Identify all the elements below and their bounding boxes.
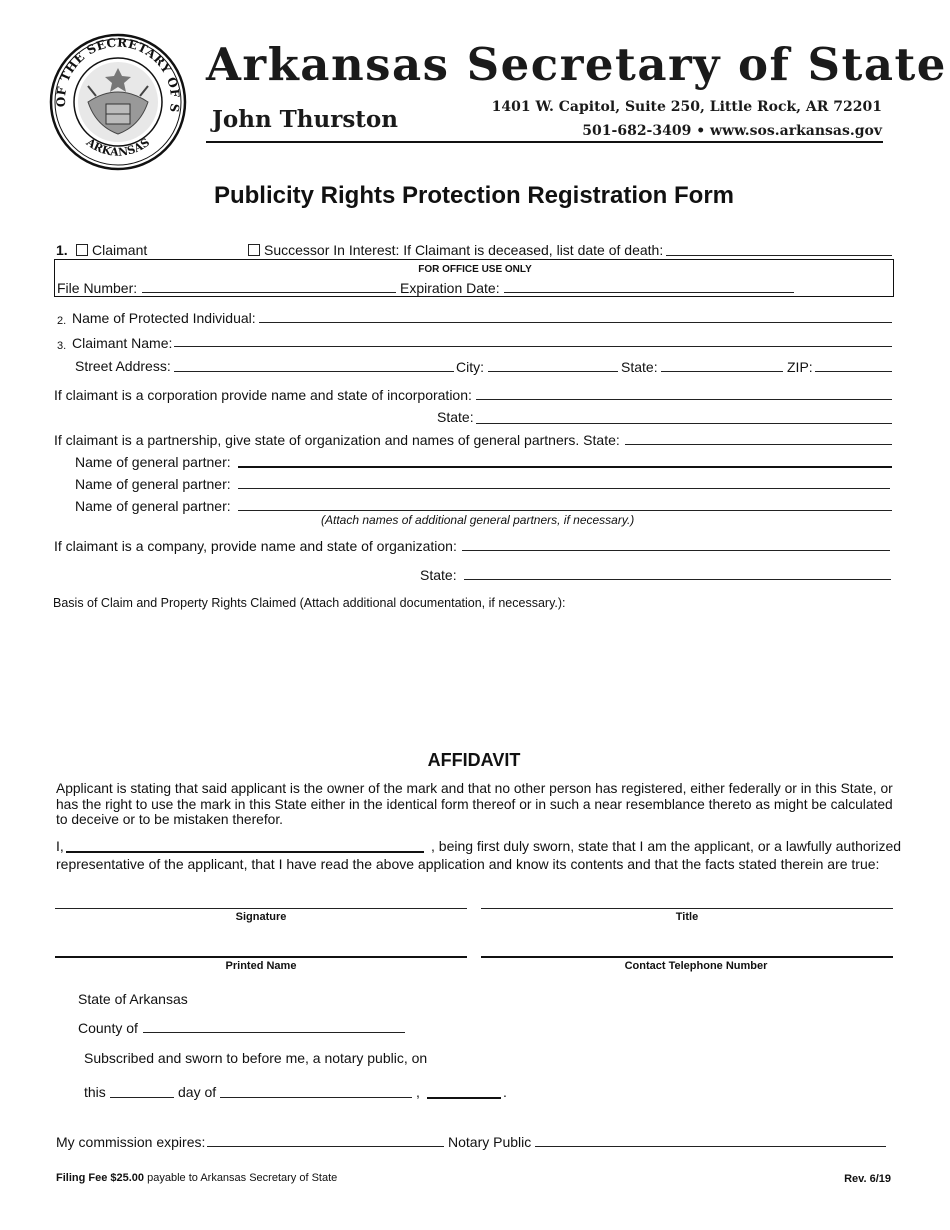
expiration-label: Expiration Date:: [400, 280, 500, 296]
file-number-field[interactable]: [142, 292, 396, 293]
form-title: Publicity Rights Protection Registration Form: [213, 182, 735, 209]
zip-label: ZIP:: [787, 359, 813, 375]
notary-public-label: Notary Public: [448, 1134, 532, 1150]
claimant-option[interactable]: [76, 242, 147, 258]
general-partner-label-2: Name of general partner:: [75, 476, 231, 492]
state-seal: [48, 32, 188, 172]
company-label: If claimant is a company, provide name and state of organization:: [54, 538, 457, 554]
printed-name-label: Printed Name: [225, 960, 297, 972]
affidavit-statement: Applicant is stating that said applicant is the owner of the mark and that no other person has registered, either federally or in this State, or has the right to use the mark in this State either in the identical form thereof or in such a near resemblance thereto as might be calculated to deceive or to be mistaken therefor.: [56, 781, 893, 827]
notary-state: State of Arkansas: [78, 991, 188, 1007]
signature-label: Signature: [235, 911, 287, 923]
claimant-name-label: Claimant Name:: [72, 335, 173, 351]
item-1-number: 1.: [56, 242, 68, 258]
county-field[interactable]: [143, 1032, 405, 1033]
corp-state-field[interactable]: [476, 423, 892, 424]
attach-partners-note: (Attach names of additional general partners, if necessary.): [321, 513, 635, 527]
signature-field[interactable]: [55, 908, 467, 909]
date-period: .: [503, 1084, 507, 1100]
day-field[interactable]: [110, 1097, 174, 1098]
phone-label: Contact Telephone Number: [624, 960, 768, 972]
notary-public-field[interactable]: [535, 1146, 886, 1147]
partnership-state-field[interactable]: [625, 444, 892, 445]
protected-individual-field[interactable]: [259, 322, 892, 323]
title-label: Title: [675, 911, 699, 923]
affiant-name-field[interactable]: [66, 851, 424, 853]
filing-fee-payee: payable to Arkansas Secretary of State: [144, 1172, 338, 1184]
title-field[interactable]: [481, 908, 893, 909]
company-field[interactable]: [462, 550, 890, 551]
oath-line-1: , being first duly sworn, state that I am the applicant, or a lawfully authorized: [431, 838, 902, 854]
file-number-label: File Number:: [57, 280, 138, 296]
successor-option[interactable]: [248, 242, 663, 258]
office-contact: 501-682-3409 • www.sos.arkansas.gov: [582, 123, 882, 139]
month-field[interactable]: [220, 1097, 412, 1098]
svg-text:SEAL OF THE SECRETARY OF STATE: OF THE SECRETARY OF S: [53, 35, 183, 114]
affidavit-heading: AFFIDAVIT: [427, 750, 521, 770]
zip-field[interactable]: [815, 371, 892, 372]
company-state-label: State:: [420, 567, 457, 583]
commission-label: My commission expires:: [56, 1134, 206, 1150]
corp-state-label: State:: [437, 409, 474, 425]
item-3-number: 3.: [57, 340, 67, 352]
filing-fee-amount: Filing Fee $25.00: [56, 1172, 145, 1184]
oath-line-2: representative of the applicant, that I have read the above application and know its contents and that the facts stated therein are true:: [56, 856, 880, 872]
revision-label: Rev. 6/19: [844, 1173, 891, 1185]
date-comma: ,: [416, 1084, 420, 1100]
claimant-label: Claimant: [92, 242, 148, 258]
commission-field[interactable]: [207, 1146, 444, 1147]
company-state-field[interactable]: [464, 579, 891, 580]
city-label: City:: [456, 359, 484, 375]
svg-text:ARKANSAS: ARKANSAS: [83, 135, 153, 159]
county-label: County of: [78, 1020, 138, 1036]
oath-prefix: I,: [56, 838, 64, 854]
date-of-death-field[interactable]: [666, 255, 892, 256]
secretary-name: John Thurston: [212, 106, 398, 133]
protected-individual-label: Name of Protected Individual:: [72, 310, 256, 326]
general-partner-field-2[interactable]: [238, 488, 890, 489]
street-field[interactable]: [174, 371, 454, 372]
day-of-label: day of: [178, 1084, 217, 1100]
this-label: this: [84, 1084, 106, 1100]
state-label: State:: [621, 359, 658, 375]
city-field[interactable]: [488, 371, 618, 372]
office-address: 1401 W. Capitol, Suite 250, Little Rock, AR 72201: [491, 99, 882, 115]
general-partner-label-1: Name of general partner:: [75, 454, 231, 470]
filing-fee: [56, 1172, 337, 1184]
partnership-label: If claimant is a partnership, give state of organization and names of general partners. State:: [54, 432, 620, 448]
expiration-field[interactable]: [504, 292, 794, 293]
claimant-checkbox[interactable]: [76, 244, 88, 256]
basis-area[interactable]: [53, 615, 893, 735]
successor-checkbox[interactable]: [248, 244, 260, 256]
corporation-label: If claimant is a corporation provide name and state of incorporation:: [54, 387, 472, 403]
general-partner-field-1[interactable]: [238, 466, 892, 468]
header-rule: [206, 141, 883, 143]
successor-label: Successor In Interest: If Claimant is deceased, list date of death:: [264, 242, 664, 258]
state-field[interactable]: [661, 371, 783, 372]
general-partner-field-3[interactable]: [238, 510, 892, 511]
claimant-name-field[interactable]: [174, 346, 892, 347]
phone-field[interactable]: [481, 956, 893, 958]
item-2-number: 2.: [57, 315, 67, 327]
corporation-field[interactable]: [476, 399, 892, 400]
office-title: Arkansas Secretary of State: [206, 38, 947, 91]
basis-label: Basis of Claim and Property Rights Claimed (Attach additional documentation, if necessary.):: [53, 596, 566, 610]
office-use-label: FOR OFFICE USE ONLY: [418, 264, 532, 275]
subscribed-text: Subscribed and sworn to before me, a notary public, on: [84, 1050, 428, 1066]
general-partner-label-3: Name of general partner:: [75, 498, 231, 514]
year-field[interactable]: [427, 1097, 501, 1099]
street-label: Street Address:: [75, 358, 171, 374]
printed-name-field[interactable]: [55, 956, 467, 958]
